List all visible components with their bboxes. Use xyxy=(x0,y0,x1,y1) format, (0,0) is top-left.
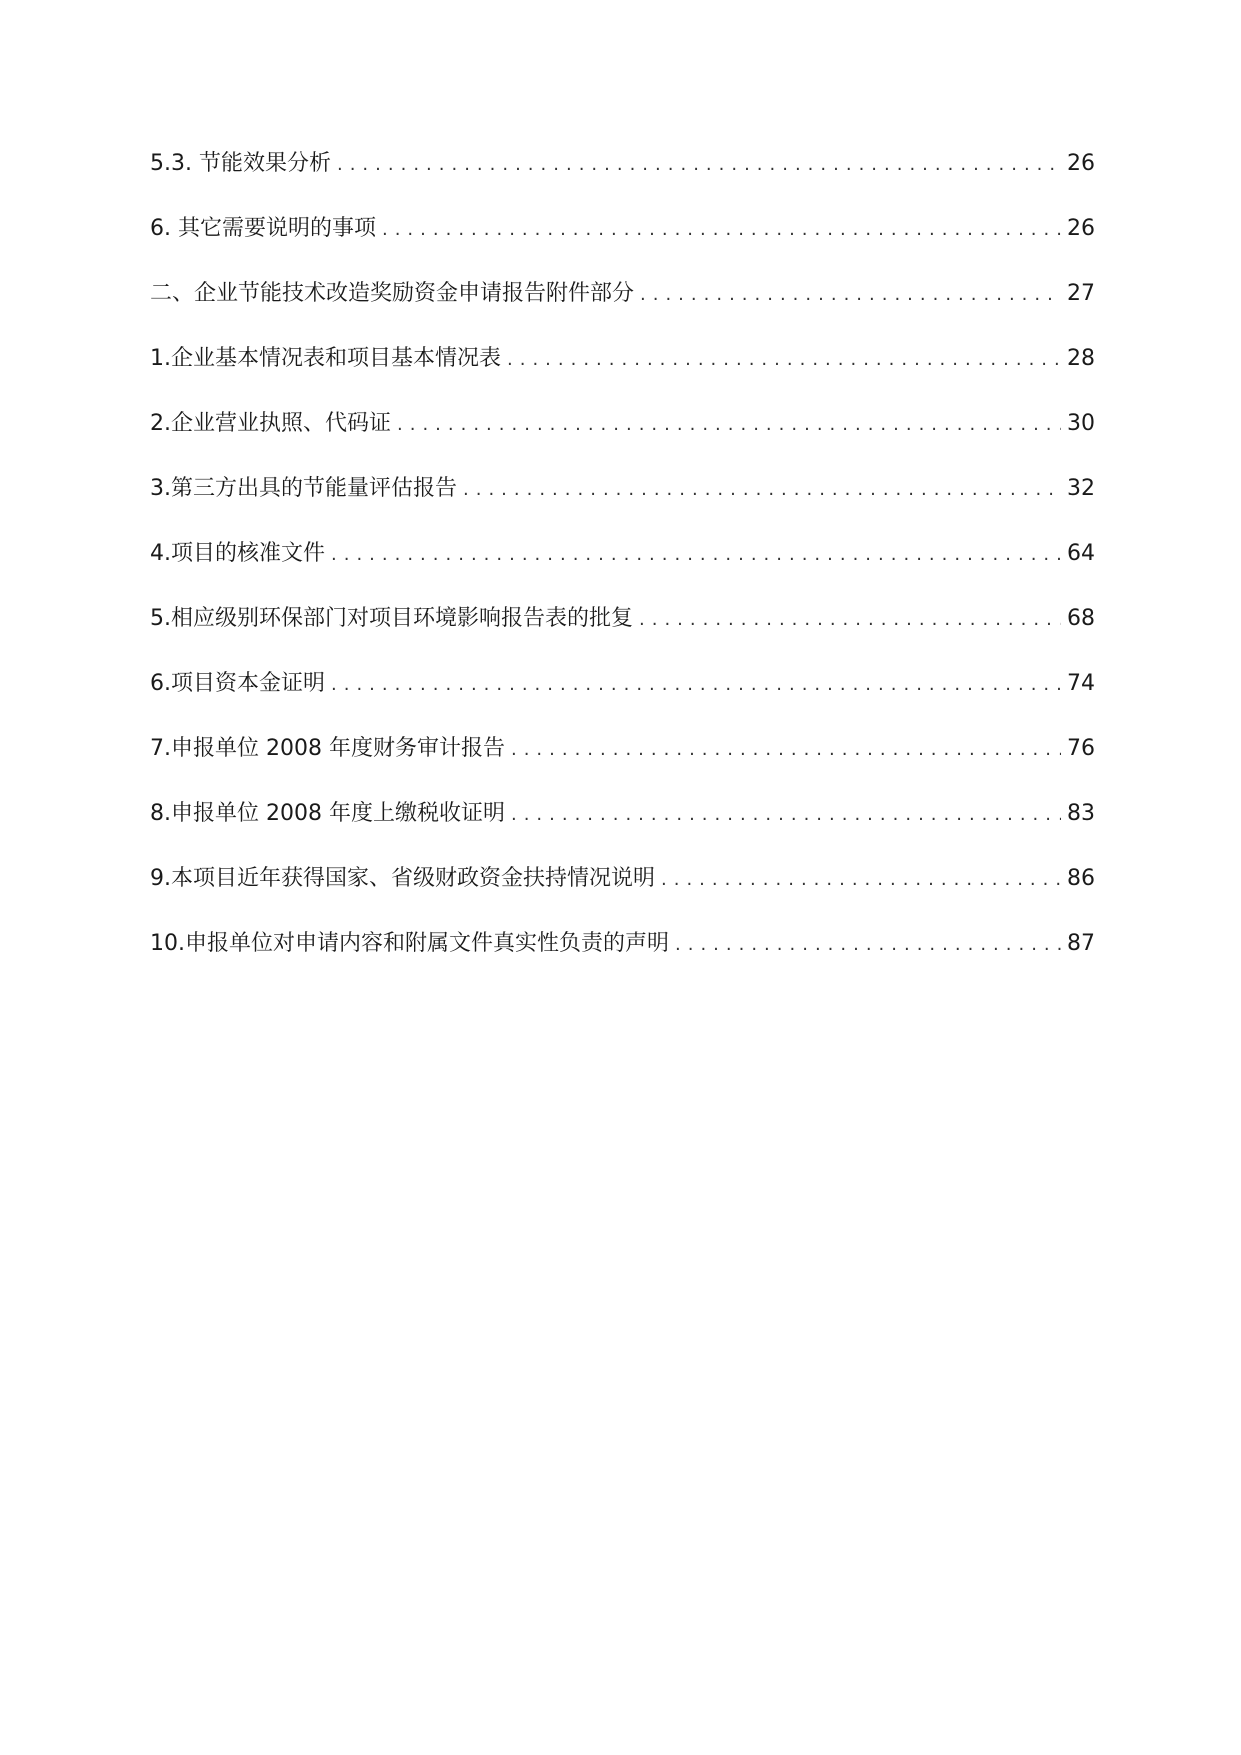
toc-entry-title: 1.企业基本情况表和项目基本情况表 xyxy=(150,346,501,371)
toc-entry-page: 32 xyxy=(1067,476,1095,501)
toc-entry[interactable] xyxy=(150,602,1095,667)
toc-entry-page: 86 xyxy=(1067,866,1095,891)
toc-entry[interactable] xyxy=(150,407,1095,472)
toc-entry-page: 26 xyxy=(1067,151,1095,176)
toc-dot-leader xyxy=(639,603,1061,637)
toc-entry[interactable] xyxy=(150,472,1095,537)
toc-entry-title: 10.申报单位对申请内容和附属文件真实性负责的声明 xyxy=(150,931,669,956)
toc-entry-title: 二、企业节能技术改造奖励资金申请报告附件部分 xyxy=(150,281,635,306)
toc-dot-leader xyxy=(511,733,1061,767)
toc-entry[interactable] xyxy=(150,342,1095,407)
toc-entry-title: 6. 其它需要说明的事项 xyxy=(150,216,376,241)
toc-entry-page: 28 xyxy=(1067,346,1095,371)
toc-entry-page: 68 xyxy=(1067,606,1095,631)
toc-dot-leader xyxy=(463,473,1061,507)
toc-entry-title: 2.企业营业执照、代码证 xyxy=(150,411,391,436)
toc-entry-page: 27 xyxy=(1067,281,1095,306)
toc-entry-page: 83 xyxy=(1067,801,1095,826)
toc-dot-leader xyxy=(661,863,1061,897)
toc-entry[interactable] xyxy=(150,732,1095,797)
toc-entry-page: 64 xyxy=(1067,541,1095,566)
toc-dot-leader xyxy=(397,408,1061,442)
toc-entry[interactable] xyxy=(150,537,1095,602)
toc-entry[interactable] xyxy=(150,667,1095,732)
toc-entry[interactable] xyxy=(150,147,1095,212)
toc-dot-leader xyxy=(675,928,1061,962)
toc-entry-page: 76 xyxy=(1067,736,1095,761)
toc-entry[interactable] xyxy=(150,927,1095,992)
toc-entry-title: 8.申报单位 2008 年度上缴税收证明 xyxy=(150,801,505,826)
toc-entry-page: 26 xyxy=(1067,216,1095,241)
toc-dot-leader xyxy=(507,343,1061,377)
toc-dot-leader xyxy=(331,538,1061,572)
toc-entry-title: 4.项目的核准文件 xyxy=(150,541,325,566)
toc-dot-leader xyxy=(331,668,1061,702)
toc-entry-title: 7.申报单位 2008 年度财务审计报告 xyxy=(150,736,505,761)
toc-dot-leader xyxy=(337,148,1061,182)
toc-entry-title: 3.第三方出具的节能量评估报告 xyxy=(150,476,457,501)
toc-entry[interactable] xyxy=(150,212,1095,277)
toc-dot-leader xyxy=(640,278,1061,312)
toc-entry-title: 9.本项目近年获得国家、省级财政资金扶持情况说明 xyxy=(150,866,655,891)
toc-entry[interactable] xyxy=(150,797,1095,862)
table-of-contents xyxy=(150,147,1095,992)
toc-entry-title: 5.相应级别环保部门对项目环境影响报告表的批复 xyxy=(150,606,633,631)
toc-entry-page: 30 xyxy=(1067,411,1095,436)
toc-entry[interactable] xyxy=(150,862,1095,927)
toc-entry[interactable] xyxy=(150,277,1095,342)
toc-entry-title: 6.项目资本金证明 xyxy=(150,671,325,696)
toc-entry-page: 87 xyxy=(1067,931,1095,956)
toc-entry-title: 5.3. 节能效果分析 xyxy=(150,151,331,176)
toc-entry-page: 74 xyxy=(1067,671,1095,696)
toc-dot-leader xyxy=(382,213,1061,247)
toc-dot-leader xyxy=(511,798,1061,832)
